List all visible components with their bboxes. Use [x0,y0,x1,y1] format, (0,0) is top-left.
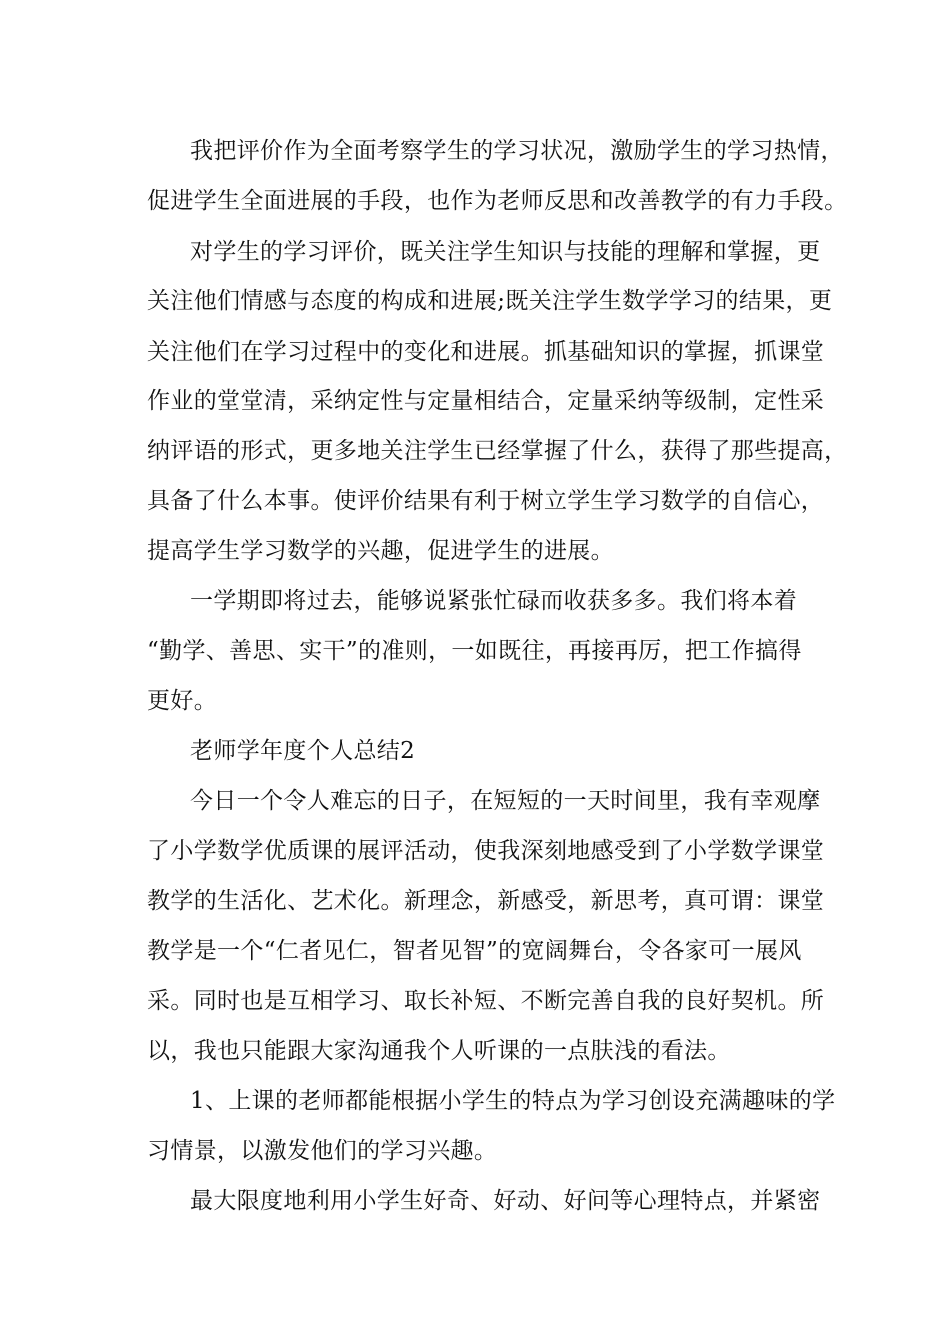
text-line: 了小学数学优质课的展评活动，使我深刻地感受到了小学数学课堂 [147,838,825,864]
text-line: 我把评价作为全面考察学生的学习状况，激励学生的学习热情， [190,138,844,164]
text-line: 采。同时也是互相学习、取长补短、不断完善自我的良好契机。所 [147,988,825,1014]
text-line: 作业的堂堂清，采纳定性与定量相结合，定量采纳等级制，定性采 [147,388,825,414]
text-line: 促进学生全面进展的手段，也作为老师反思和改善教学的有力手段。 [147,188,848,214]
text-line: 具备了什么本事。使评价结果有利于树立学生学习数学的自信心， [147,488,825,514]
text-line: 对学生的学习评价，既关注学生知识与技能的理解和掌握，更 [190,239,821,265]
text-line: 1、上课的老师都能根据小学生的特点为学习创设充满趣味的学 [190,1088,836,1114]
text-line: “勤学、善思、实干”的准则，一如既往，再接再厉，把工作搞得 [147,638,802,664]
text-line: 今日一个令人难忘的日子，在短短的一天时间里，我有幸观摩 [190,788,821,814]
text-line: 以，我也只能跟大家沟通我个人听课的一点肤浅的看法。 [147,1038,731,1064]
text-line: 教学的生活化、艺术化。新理念，新感受，新思考，真可谓：课堂 [147,888,825,914]
text-line: 提高学生学习数学的兴趣，促进学生的进展。 [147,538,614,564]
text-line: 教学是一个“仁者见仁，智者见智”的宽阔舞台，令各家可一展风 [147,938,802,964]
text-line: 更好。 [147,688,218,714]
text-line: 一学期即将过去，能够说紧张忙碌而收获多多。我们将本着 [190,588,798,614]
text-line: 最大限度地利用小学生好奇、好动、好问等心理特点，并紧密 [190,1188,821,1214]
section-heading: 老师学年度个人总结2 [190,738,416,764]
text-line: 习情景，以激发他们的学习兴趣。 [147,1138,498,1164]
text-line: 关注他们在学习过程中的变化和进展。抓基础知识的掌握，抓课堂 [147,339,825,365]
text-line: 关注他们情感与态度的构成和进展;既关注学生数学学习的结果，更 [147,288,833,314]
text-line: 纳评语的形式，更多地关注学生已经掌握了什么，获得了那些提高， [147,438,848,464]
